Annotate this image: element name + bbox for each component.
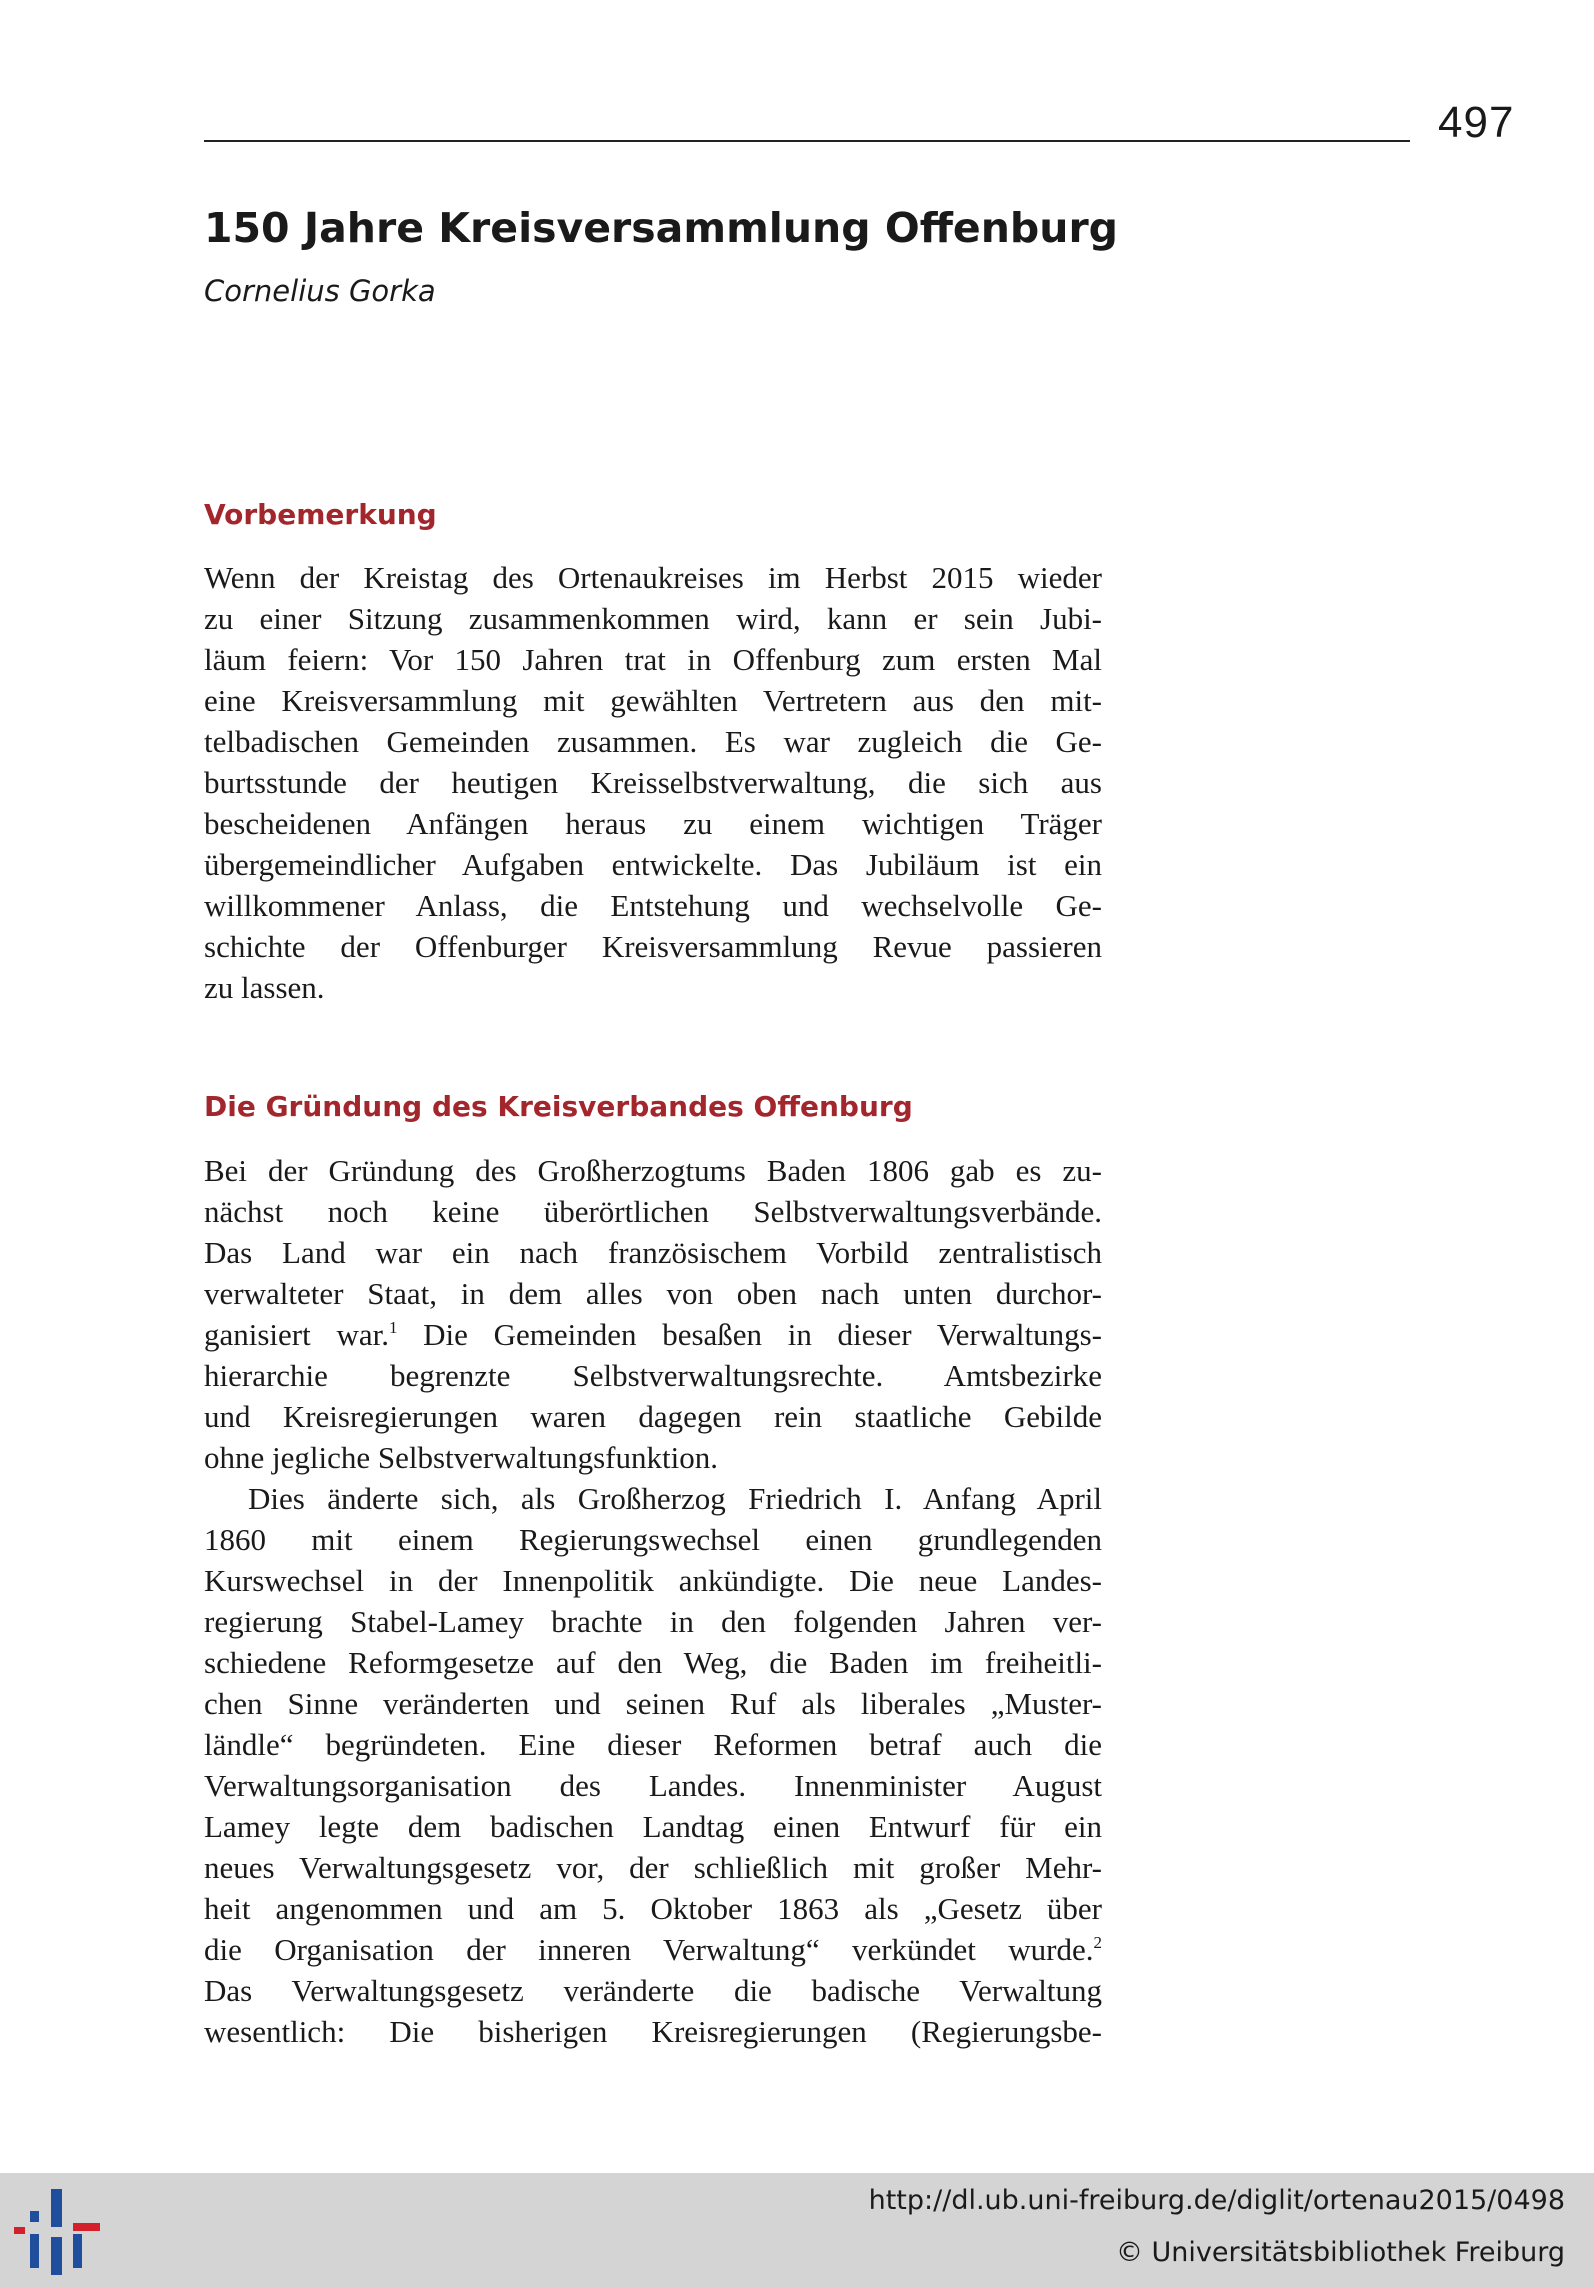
text-fragment: die Organisation der inneren Verwaltung“ verkündet wurde. (204, 1932, 1094, 1967)
footer-url[interactable]: http://dl.ub.uni-freiburg.de/diglit/ortenau2015/0498 (868, 2185, 1565, 2216)
text-line (204, 1314, 1102, 1355)
article-author: Cornelius Gorka (204, 274, 436, 308)
text-line: Dies änderte sich, als Großherzog Friedrich I. Anfang April (248, 1481, 1102, 1516)
text-line: chen Sinne veränderten und seinen Ruf als liberales „Muster- (204, 1686, 1102, 1721)
header-rule (204, 140, 1410, 142)
text-line: ländle“ begründeten. Eine dieser Reformen betraf auch die (204, 1727, 1102, 1762)
text-line: eine Kreisversammlung mit gewählten Vertretern aus den mit- (204, 683, 1102, 718)
text-line: 1860 mit einem Regierungswechsel einen grundlegenden (204, 1522, 1102, 1557)
section-heading-gruendung: Die Gründung des Kreisverbandes Offenburg (204, 1090, 913, 1123)
text-line: ohne jegliche Selbstverwaltungsfunktion. (204, 1440, 718, 1475)
footer-bar (0, 2173, 1594, 2287)
text-line: übergemeindlicher Aufgaben entwickelte. Das Jubiläum ist ein (204, 847, 1102, 882)
text-line: bescheidenen Anfängen heraus zu einem wichtigen Träger (204, 806, 1102, 841)
text-line: willkommener Anlass, die Entstehung und wechselvolle Ge- (204, 888, 1102, 923)
text-line: Bei der Gründung des Großherzogtums Baden 1806 gab es zu- (204, 1153, 1102, 1188)
text-line: Das Verwaltungsgesetz veränderte die badische Verwaltung (204, 1973, 1102, 2008)
text-line: Wenn der Kreistag des Ortenaukreises im Herbst 2015 wieder (204, 560, 1102, 595)
text-line: regierung Stabel-Lamey brachte in den folgenden Jahren ver- (204, 1604, 1102, 1639)
text-line: schiedene Reformgesetze auf den Weg, die Baden im freiheitli- (204, 1645, 1102, 1680)
text-line: und Kreisregierungen waren dagegen rein staatliche Gebilde (204, 1399, 1102, 1434)
text-line: läum feiern: Vor 150 Jahren trat in Offenburg zum ersten Mal (204, 642, 1102, 677)
text-line: heit angenommen und am 5. Oktober 1863 als „Gesetz über (204, 1891, 1102, 1926)
page-number: 497 (1438, 98, 1515, 147)
text-line: zu lassen. (204, 970, 325, 1005)
text-line: hierarchie begrenzte Selbstverwaltungsrechte. Amtsbezirke (204, 1358, 1102, 1393)
text-line (204, 1929, 1102, 1970)
paragraph-gruendung-1 (204, 1150, 1102, 1478)
text-line: neues Verwaltungsgesetz vor, der schließlich mit großer Mehr- (204, 1850, 1102, 1885)
text-line: wesentlich: Die bisherigen Kreisregierungen (Regierungsbe- (204, 2014, 1102, 2049)
article-title: 150 Jahre Kreisversammlung Offenburg (204, 204, 1119, 252)
text-line: verwalteter Staat, in dem alles von oben nach unten durchor- (204, 1276, 1102, 1311)
text-line: telbadischen Gemeinden zusammen. Es war zugleich die Ge- (204, 724, 1102, 759)
section-heading-vorbemerkung: Vorbemerkung (204, 498, 437, 531)
text-fragment: ganisiert war. (204, 1317, 389, 1352)
footnote-marker: 1 (388, 1318, 398, 1337)
paragraph-gruendung-2 (204, 1478, 1102, 2052)
text-line: zu einer Sitzung zusammenkommen wird, kann er sein Jubi- (204, 601, 1102, 636)
text-line: schichte der Offenburger Kreisversammlung Revue passieren (204, 929, 1102, 964)
text-fragment: Die Gemeinden besaßen in dieser Verwaltungs- (397, 1317, 1102, 1352)
text-line: Kurswechsel in der Innenpolitik ankündigte. Die neue Landes- (204, 1563, 1102, 1598)
paragraph-vorbemerkung (204, 557, 1102, 1008)
text-line: Verwaltungsorganisation des Landes. Innenminister August (204, 1768, 1102, 1803)
text-line: burtsstunde der heutigen Kreisselbstverwaltung, die sich aus (204, 765, 1102, 800)
text-line: nächst noch keine überörtlichen Selbstverwaltungsverbände. (204, 1194, 1102, 1229)
ub-freiburg-logo-icon (14, 2189, 100, 2275)
text-line: Das Land war ein nach französischem Vorbild zentralistisch (204, 1235, 1102, 1270)
footer-copyright: © Universitätsbibliothek Freiburg (1115, 2237, 1565, 2268)
footnote-marker: 2 (1093, 1933, 1102, 1952)
text-line: Lamey legte dem badischen Landtag einen Entwurf für ein (204, 1809, 1102, 1844)
